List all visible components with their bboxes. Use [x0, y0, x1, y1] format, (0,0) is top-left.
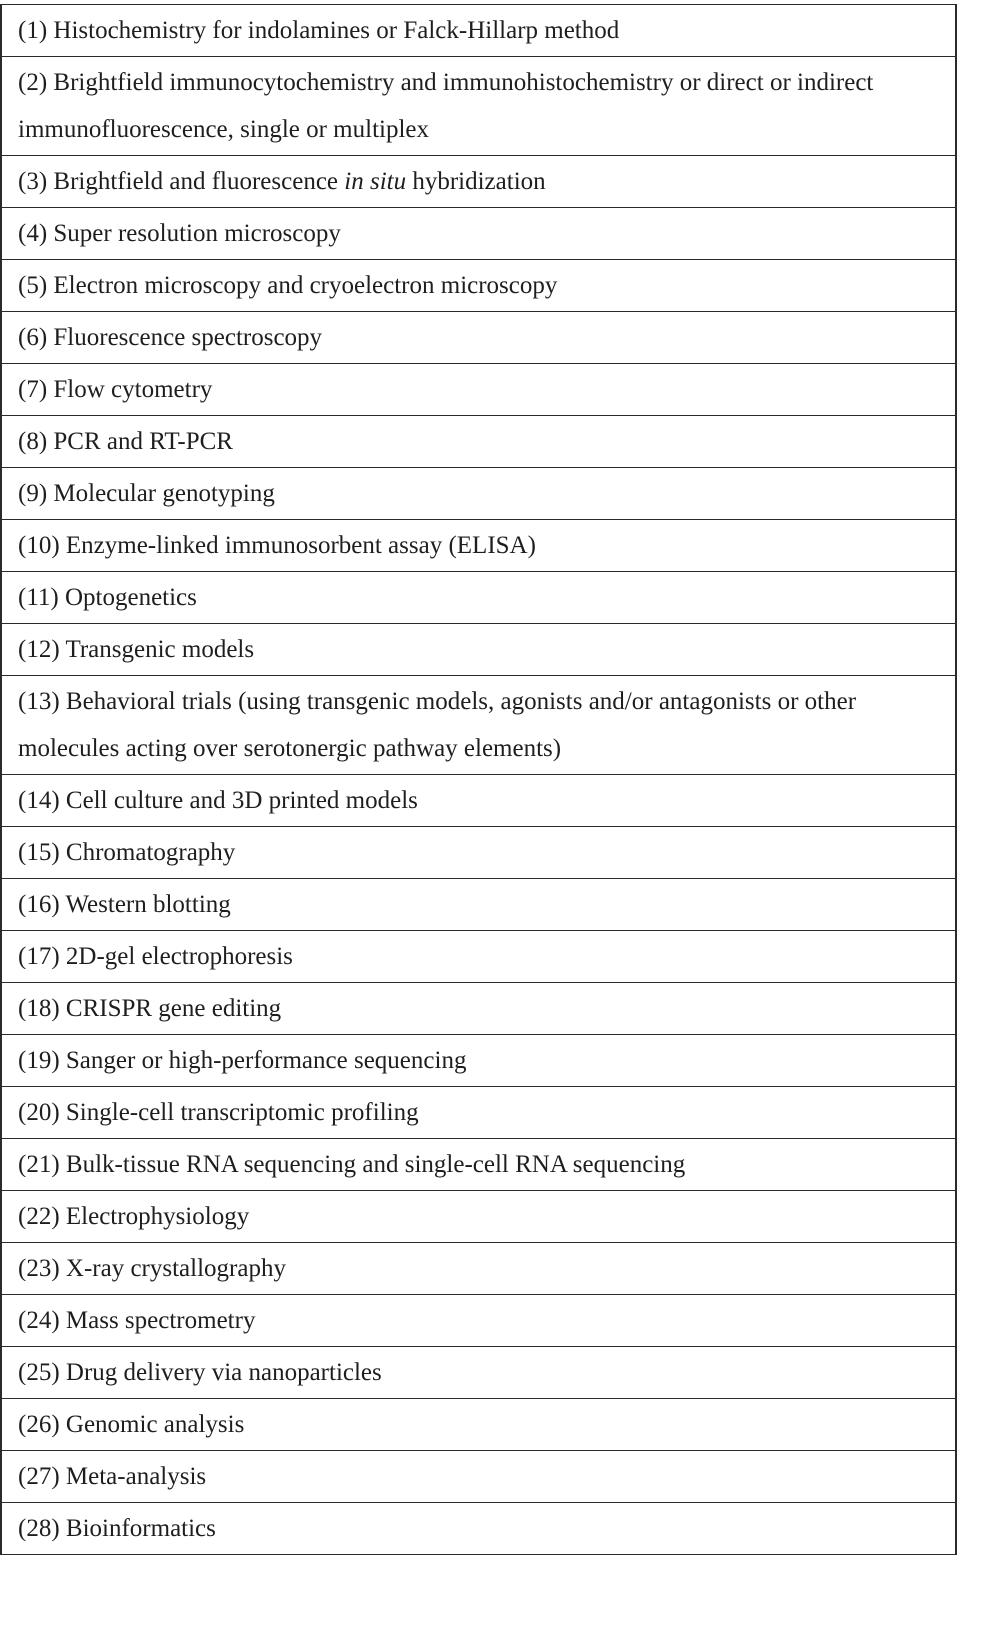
table-row — [1, 572, 956, 624]
methods-table — [0, 4, 957, 1555]
table-row — [1, 364, 956, 416]
table-row — [1, 208, 956, 260]
table-row — [1, 1347, 956, 1399]
table-cell: (18) CRISPR gene editing — [1, 983, 956, 1035]
table-row — [1, 676, 956, 775]
table-row — [1, 983, 956, 1035]
table-cell: (16) Western blotting — [1, 879, 956, 931]
table-cell: (7) Flow cytometry — [1, 364, 956, 416]
table-cell: (23) X-ray crystallography — [1, 1243, 956, 1295]
table-row — [1, 827, 956, 879]
table-cell: (26) Genomic analysis — [1, 1399, 956, 1451]
table-row — [1, 1191, 956, 1243]
cell-text-suffix: hybridization — [406, 167, 546, 195]
table-row — [1, 1035, 956, 1087]
table-cell: (9) Molecular genotyping — [1, 468, 956, 520]
table-cell: (11) Optogenetics — [1, 572, 956, 624]
table-row — [1, 624, 956, 676]
table-cell: (10) Enzyme-linked immunosorbent assay (ELISA) — [1, 520, 956, 572]
table-row — [1, 57, 956, 156]
table-cell: (12) Transgenic models — [1, 624, 956, 676]
table-row — [1, 156, 956, 208]
table-row — [1, 931, 956, 983]
table-cell: (8) PCR and RT-PCR — [1, 416, 956, 468]
cell-text-prefix: (3) Brightfield and fluorescence — [18, 167, 345, 195]
table-row — [1, 1503, 956, 1555]
table-cell: (14) Cell culture and 3D printed models — [1, 775, 956, 827]
table-row — [1, 879, 956, 931]
table-cell: (5) Electron microscopy and cryoelectron microscopy — [1, 260, 956, 312]
table-cell: (21) Bulk-tissue RNA sequencing and single-cell RNA sequencing — [1, 1139, 956, 1191]
table-cell: (6) Fluorescence spectroscopy — [1, 312, 956, 364]
table-row — [1, 1451, 956, 1503]
table-row — [1, 260, 956, 312]
table-cell: (2) Brightfield immunocytochemistry and immunohistochemistry or direct or indirect immunofluorescence, single or multiplex — [1, 57, 956, 156]
table-row — [1, 1139, 956, 1191]
table-row — [1, 416, 956, 468]
table-row — [1, 1087, 956, 1139]
methods-table-container — [0, 4, 957, 1555]
table-cell: (28) Bioinformatics — [1, 1503, 956, 1555]
table-row — [1, 1243, 956, 1295]
table-row — [1, 520, 956, 572]
cell-text-italic: in situ — [344, 167, 407, 195]
table-cell: (13) Behavioral trials (using transgenic models, agonists and/or antagonists or other molecules acting over serotonergic pathway elements) — [1, 676, 956, 775]
table-cell: (22) Electrophysiology — [1, 1191, 956, 1243]
table-cell: (27) Meta-analysis — [1, 1451, 956, 1503]
table-row — [1, 1399, 956, 1451]
table-cell: (4) Super resolution microscopy — [1, 208, 956, 260]
table-row — [1, 1295, 956, 1347]
table-row — [1, 468, 956, 520]
table-cell: (20) Single-cell transcriptomic profiling — [1, 1087, 956, 1139]
table-cell — [1, 156, 956, 208]
table-cell: (25) Drug delivery via nanoparticles — [1, 1347, 956, 1399]
table-row — [1, 312, 956, 364]
table-cell: (1) Histochemistry for indolamines or Falck-Hillarp method — [1, 5, 956, 57]
table-row — [1, 775, 956, 827]
table-row — [1, 5, 956, 57]
table-cell: (15) Chromatography — [1, 827, 956, 879]
table-cell: (19) Sanger or high-performance sequencing — [1, 1035, 956, 1087]
table-cell: (17) 2D-gel electrophoresis — [1, 931, 956, 983]
table-cell: (24) Mass spectrometry — [1, 1295, 956, 1347]
